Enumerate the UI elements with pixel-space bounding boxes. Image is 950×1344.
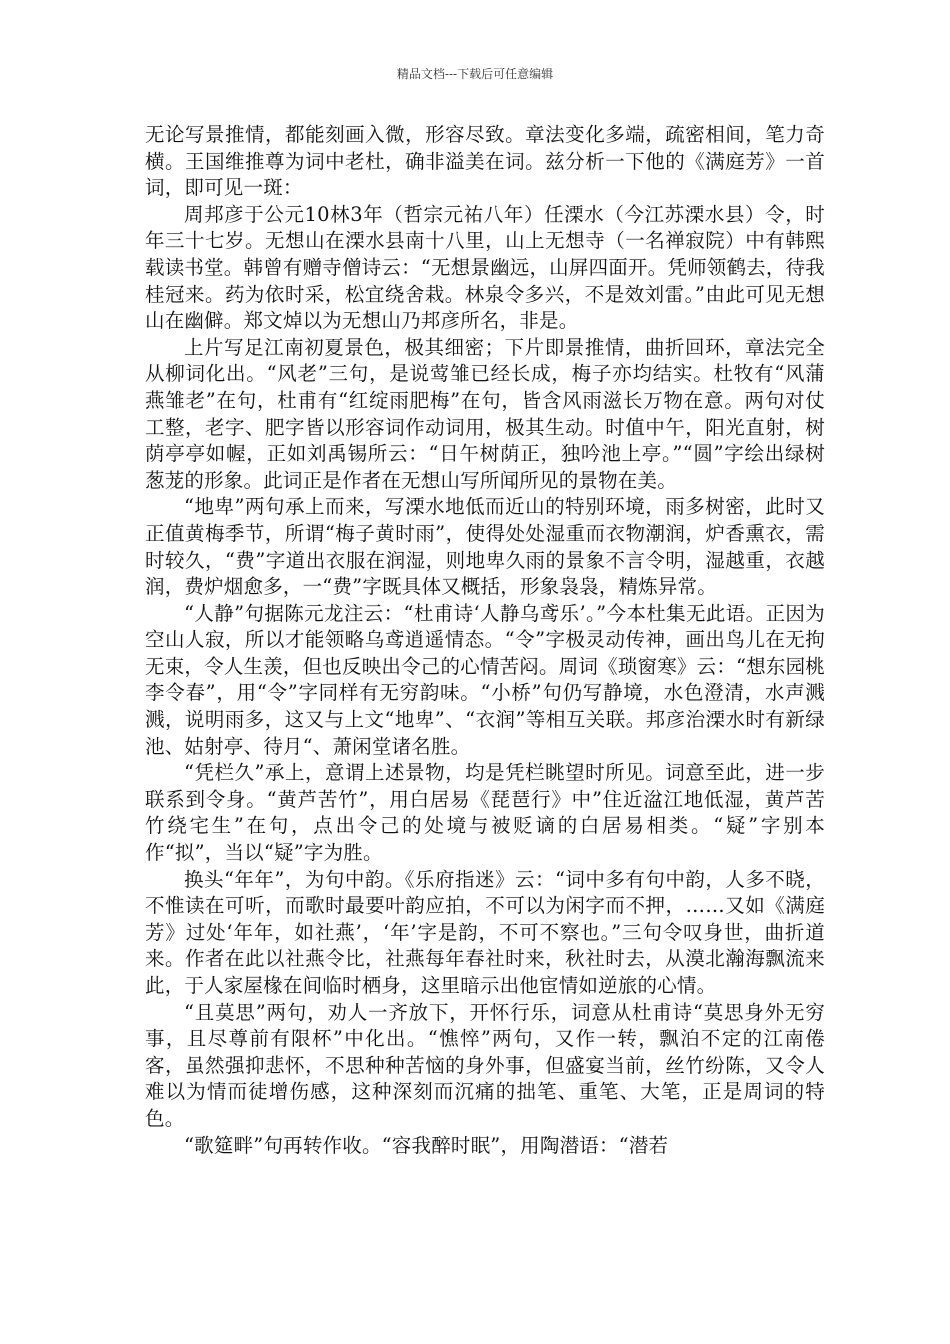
paragraph: “地卑”两句承上而来，写溧水地低而近山的特别环境，雨多树密，此时又正值黄梅季节，所谓“梅子黄时雨”，使得处处湿重而衣物潮润，炉香熏衣，需时较久，“费”字道出衣服在润湿，则地卑久雨的景象不言令明，湿越重，衣越润，费炉烟愈多，一“费”字既具体又概括，形象袅袅，精炼异常。 <box>145 495 825 599</box>
document-body <box>145 122 825 1159</box>
paragraph: 周邦彦于公元10林3年（哲宗元祐八年）任溧水（今江苏溧水县）令，时年三十七岁。无想山在溧水县南十八里，山上无想寺（一名禅寂院）中有韩熙载读书堂。韩曾有赠寺僧诗云：“无想景幽远，山屏四面开。凭师领鹤去，待我桂冠来。药为依时采，松宜绕舍栽。林泉令多兴，不是效刘雷。”由此可见无想山在幽僻。郑文焯以为无想山乃邦彦所名，非是。 <box>145 202 825 333</box>
paragraph: 无论写景推情，都能刻画入微，形容尽致。章法变化多端，疏密相间，笔力奇横。王国维推尊为词中老杜，确非溢美在词。兹分析一下他的《满庭芳》一首词，即可见一斑： <box>145 123 825 200</box>
page-header: 精品文档---下载后可任意编辑 <box>396 67 554 81</box>
paragraph: 上片写足江南初夏景色，极其细密；下片即景推情，曲折回环，章法完全从柳词化出。“风老”三句，是说莺雏已经长成，梅子亦均结实。杜牧有“风蒲燕雏老”在句，杜甫有“红绽雨肥梅”在句，皆含风雨滋长万物在意。两句对仗工整，老字、肥字皆以形容词作动词用，极其生动。时值中午，阳光直射，树荫亭亭如幄，正如刘禹锡所云：“日午树荫正，独吟池上亭。”“圆”字绘出绿树葱茏的形象。此词正是作者在无想山写所闻所见的景物在美。 <box>145 335 825 492</box>
paragraph: 换头“年年”，为句中韵。《乐府指迷》云：“词中多有句中韵，人多不晓，不惟读在可听，而歌时最要叶韵应拍，不可以为闲字而不押，……又如《满庭芳》过处‘年年，如社燕’，‘年’字是韵，不可不察也。”三句令叹身世，曲折道来。作者在此以社燕令比，社燕每年春社时来，秋社时去，从漠北瀚海飘流来此，于人家屋椽在间临时栖身，这里暗示出他宦情如逆旅的心情。 <box>145 867 825 997</box>
paragraph: “凭栏久”承上，意谓上述景物，均是凭栏眺望时所见。词意至此，进一步联系到令身。“黄芦苦竹”，用白居易《琵琶行》中”住近湓江地低湿，黄芦苦竹绕宅生”在句，点出令己的处境与被贬谪的白居易相类。“疑”字别本作“拟”，当以“疑”字为胜。 <box>145 761 825 865</box>
paragraph: “且莫思”两句，劝人一齐放下，开怀行乐，词意从杜甫诗“莫思身外无穷事，且尽尊前有限杯”中化出。“憔悴”两句，又作一转，飘泊不定的江南倦客，虽然强抑悲怀，不思种种苦恼的身外事，但盛宴当前，丝竹纷陈，又令人难以为情而徒增伤感，这种深刻而沉痛的拙笔、重笔、大笔，正是周词的特色。 <box>145 1000 825 1130</box>
paragraph: “歌筵畔”句再转作收。“容我醉时眠”，用陶潜语：“潜若 <box>184 1133 669 1157</box>
paragraph: “人静”句据陈元龙注云：“杜甫诗‘人静乌鸢乐’。”今本杜集无此语。正因为空山人寂，所以才能领略乌鸢逍遥情态。“令”字极灵动传神，画出鸟儿在无拘无束，令人生羡，但也反映出令己的心情苦闷。周词《琐窗寒》云：“想东园桃李令春”，用“令”字同样有无穷韵味。“小桥”句仍写静境，水色澄清，水声溅溅，说明雨多，这又与上文“地卑”、“衣润”等相互关联。邦彦治溧水时有新绿池、姑射亭、待月“、萧闲堂诸名胜。 <box>145 601 825 758</box>
